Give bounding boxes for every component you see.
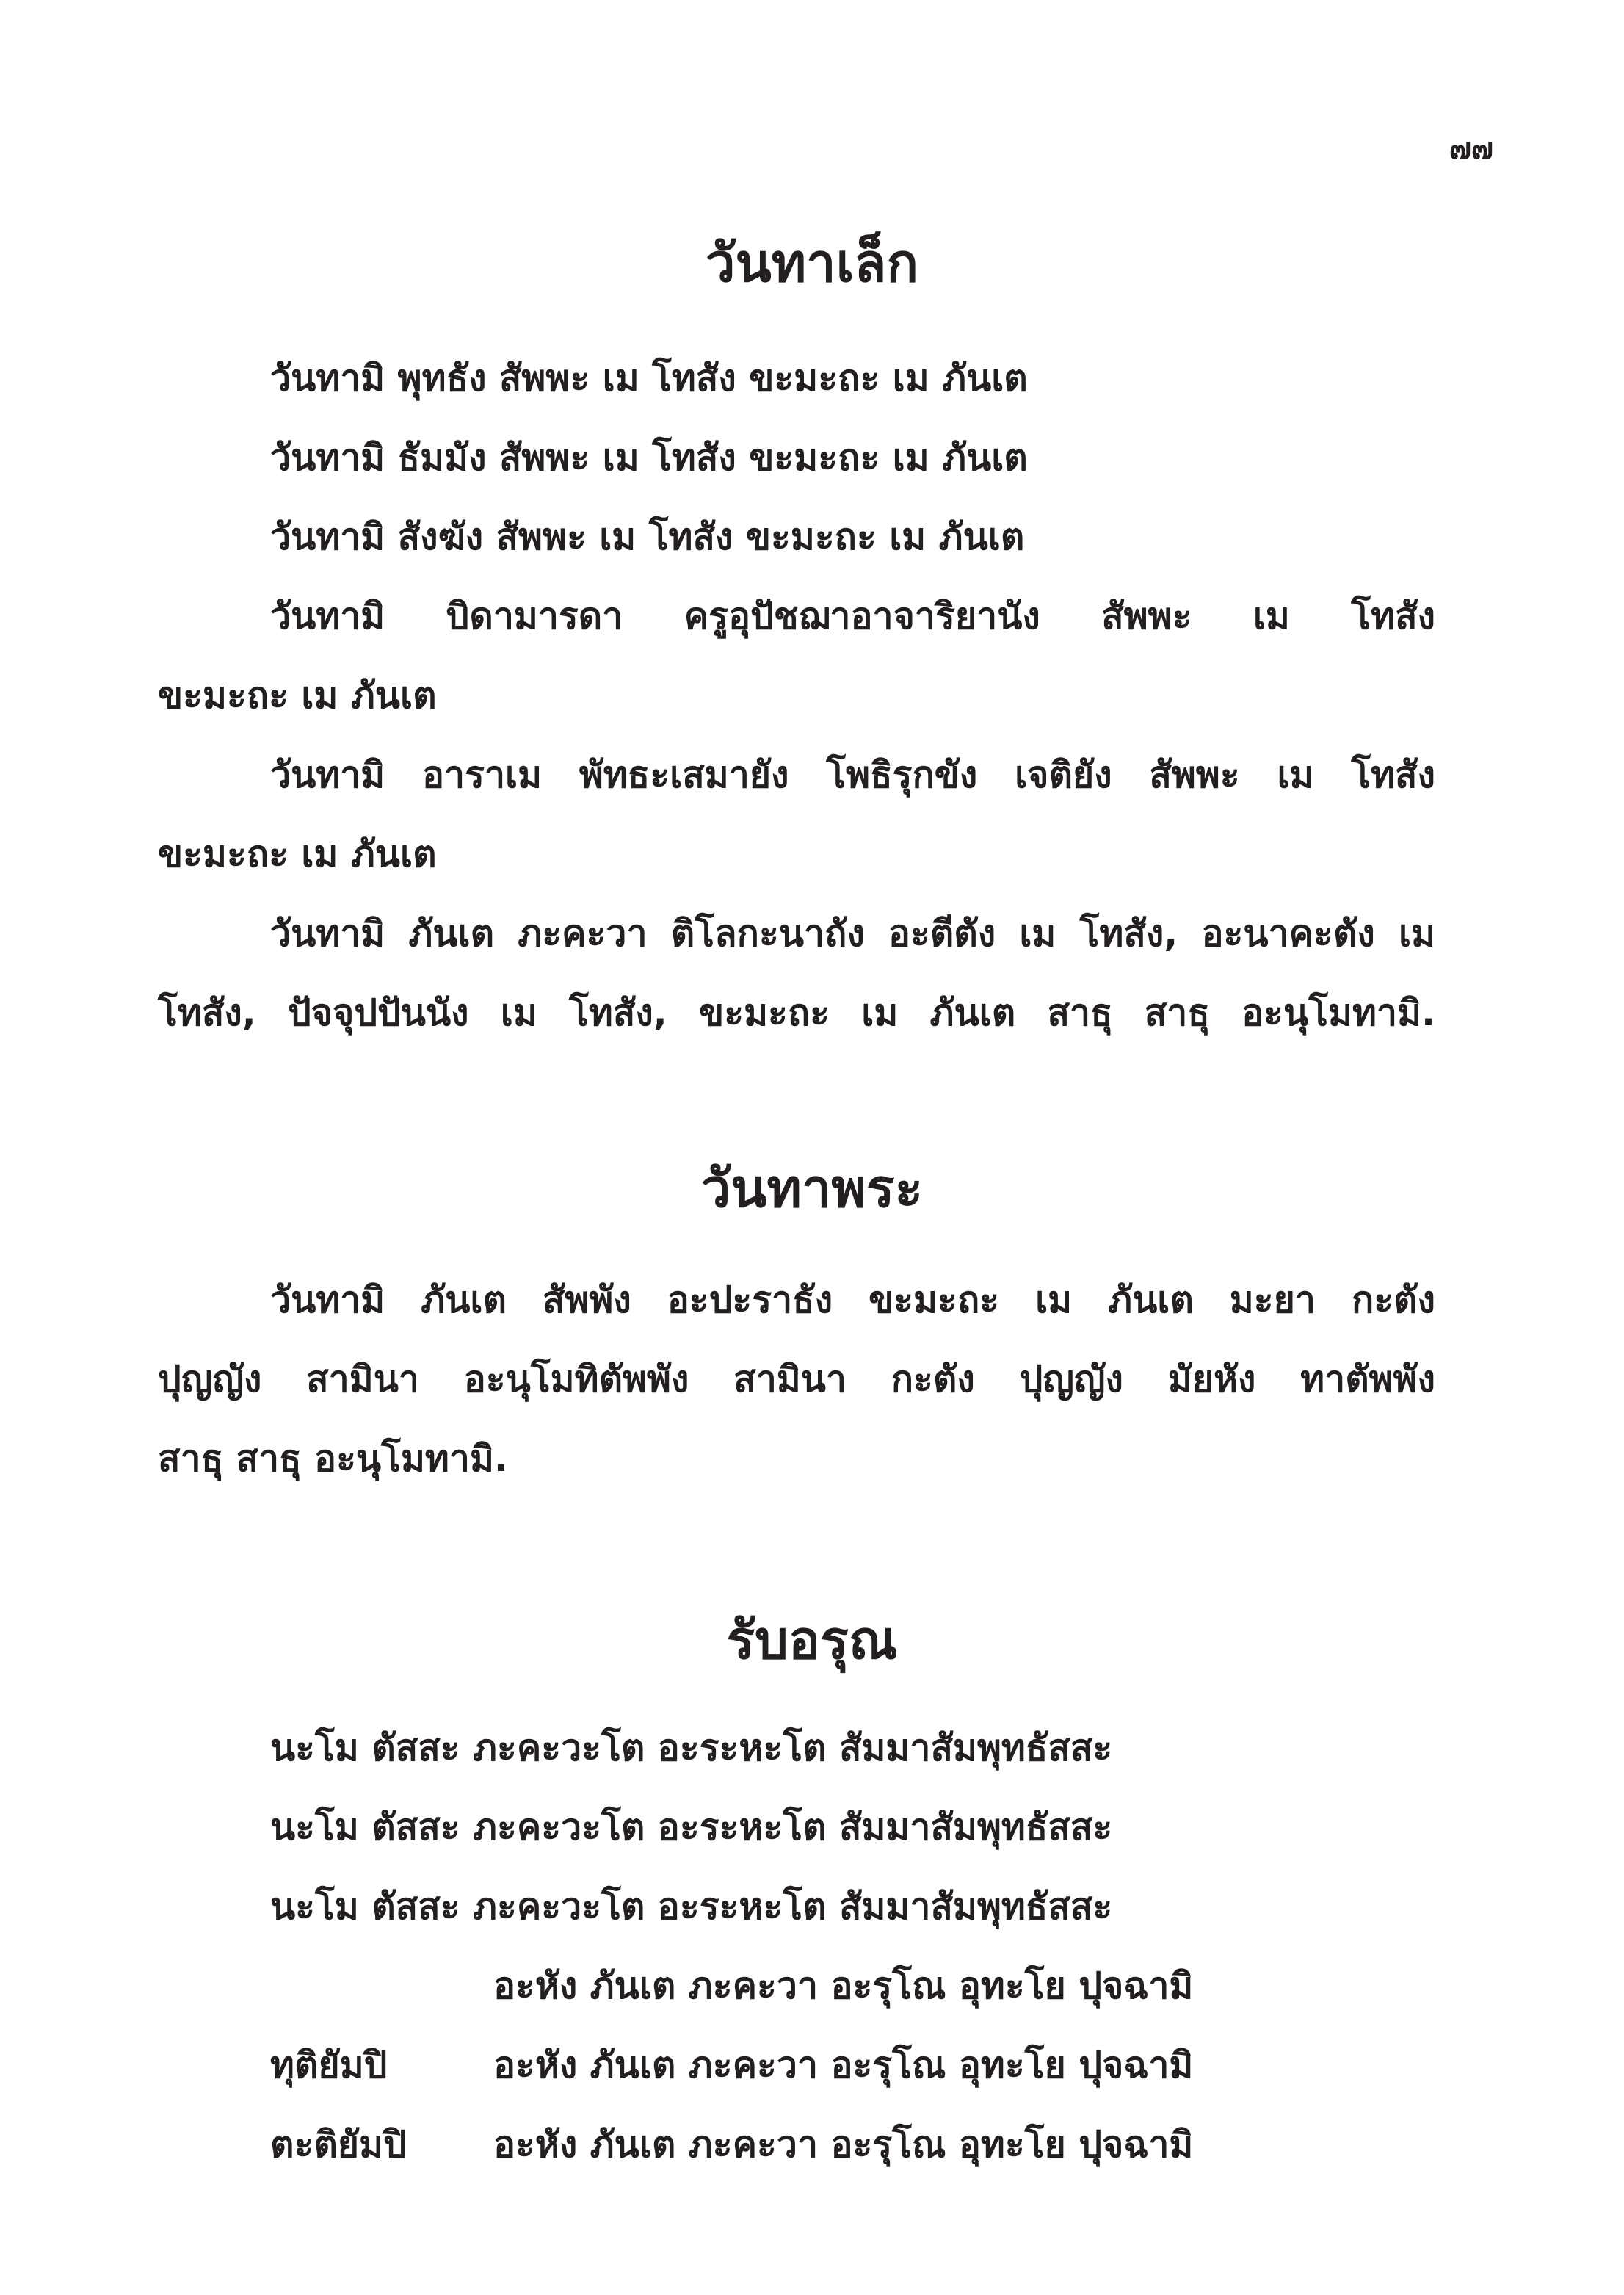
- paragraph-line: ปุญญัง สามินา อะนุโมทิตัพพัง สามินา กะตัง ปุญญัง มัยหัง ทาตัพพัง: [158, 1358, 1435, 1401]
- paragraph-line: วันทามิ สังฆัง สัพพะ เม โทสัง ขะมะถะ เม ภันเต: [270, 516, 1025, 558]
- paragraph-line: โทสัง, ปัจจุปปันนัง เม โทสัง, ขะมะถะ เม ภันเต สาธุ สาธุ อะนุโมทามิ.: [158, 991, 1435, 1034]
- paragraph-line: ขะมะถะ เม ภันเต: [158, 833, 437, 875]
- page-number: ๗๗: [1449, 132, 1493, 166]
- paragraph-line: วันทามิ ธัมมัง สัพพะ เม โทสัง ขะมะถะ เม ภันเต: [270, 436, 1028, 479]
- section-title-wanthalek: วันทาเล็ก: [706, 232, 918, 294]
- paragraph-line: วันทามิ อาราเม พัทธะเสมายัง โพธิรุกขัง เจติยัง สัพพะ เม โทสัง: [270, 753, 1435, 796]
- repeat-label: ตะติยัมปิ: [270, 2123, 407, 2166]
- paragraph-line: วันทามิ ภันเต สัพพัง อะปะราธัง ขะมะถะ เม ภันเต มะยา กะตัง: [270, 1279, 1435, 1321]
- chant-line: นะโม ตัสสะ ภะคะวะโต อะระหะโต สัมมาสัมพุทธัสสะ: [270, 1806, 1113, 1848]
- repeat-label: ทุติยัมปิ: [270, 2044, 388, 2086]
- paragraph-line: วันทามิ พุทธัง สัพพะ เม โทสัง ขะมะถะ เม ภันเต: [270, 357, 1028, 400]
- chant-line: อะหัง ภันเต ภะคะวา อะรุโณ อุทะโย ปุจฉามิ: [493, 2044, 1194, 2086]
- section-title-wanthaphra: วันทาพระ: [700, 1157, 924, 1219]
- chant-line: อะหัง ภันเต ภะคะวา อะรุโณ อุทะโย ปุจฉามิ: [493, 2123, 1194, 2166]
- paragraph-line: สาธุ สาธุ อะนุโมทามิ.: [158, 1437, 508, 1480]
- chant-line: นะโม ตัสสะ ภะคะวะโต อะระหะโต สัมมาสัมพุทธัสสะ: [270, 1727, 1113, 1769]
- chant-line: นะโม ตัสสะ ภะคะวะโต อะระหะโต สัมมาสัมพุทธัสสะ: [270, 1885, 1113, 1928]
- section-title-rap-arun: รับอรุณ: [726, 1609, 898, 1671]
- paragraph-line: วันทามิ บิดามารดา ครูอุปัชฌาอาจาริยานัง สัพพะ เม โทสัง: [270, 595, 1435, 637]
- paragraph-line: ขะมะถะ เม ภันเต: [158, 674, 437, 717]
- paragraph-line: วันทามิ ภันเต ภะคะวา ติโลกะนาถัง อะตีตัง เม โทสัง, อะนาคะตัง เม: [270, 912, 1435, 955]
- chant-line: อะหัง ภันเต ภะคะวา อะรุโณ อุทะโย ปุจฉามิ: [493, 1965, 1194, 2007]
